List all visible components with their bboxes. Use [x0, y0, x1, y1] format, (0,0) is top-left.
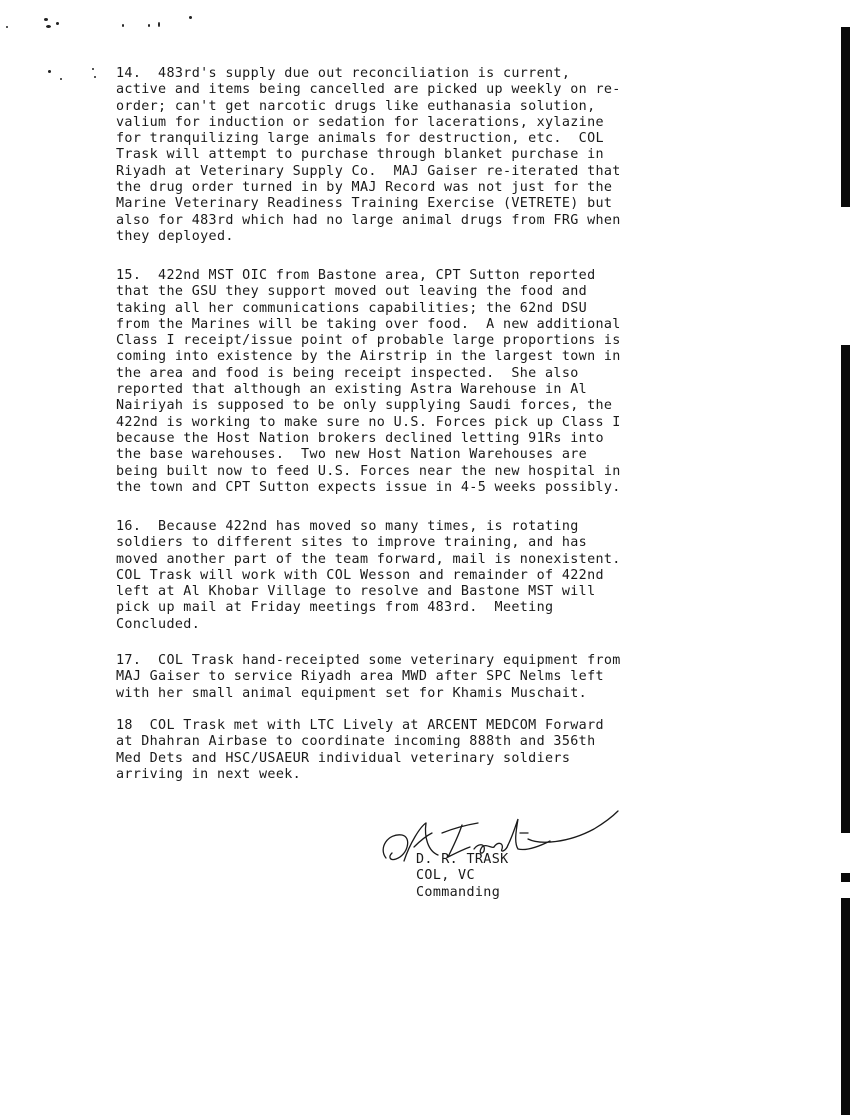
signature-block [416, 852, 509, 901]
scan-speck [92, 68, 94, 70]
scan-edge-bar [841, 345, 850, 833]
scan-speck [122, 24, 124, 27]
paragraph-18: 18 COL Trask met with LTC Lively at ARCENT MEDCOM Forward at Dhahran Airbase to coordinate incoming 888th and 356th Med Dets and HSC/USAEUR individual veterinary soldiers arriving in next week. [116, 718, 604, 782]
paragraph-16: 16. Because 422nd has moved so many times, is rotating soldiers to different sites to improve training, and has moved another part of the team forward, mail is nonexistent. COL Trask will work with COL Wesson and remainder of 422nd left at Al Khobar Village to resolve and Bastone MST will pick up mail at Friday meetings from 483rd. Meeting Concluded. [116, 519, 621, 632]
scan-speck [44, 18, 48, 21]
scan-speck [56, 22, 59, 25]
paragraph-14: 14. 483rd's supply due out reconciliation is current, active and items being cancelled are picked up weekly on re- order; can't get narcotic drugs like euthanasia solution, valium for induction or sedation for lacerations, xylazine for tranquilizing large animals for destruction, etc. COL Trask will attempt to purchase through blanket purchase in Riyadh at Veterinary Supply Co. MAJ Gaiser re-iterated that the drug order turned in by MAJ Record was not just for the Marine Veterinary Readiness Training Exercise (VETRETE) but also for 483rd which had no large animal drugs from FRG when they deployed. [116, 66, 621, 244]
paragraph-17: 17. COL Trask hand-receipted some veterinary equipment from MAJ Gaiser to service Riyadh area MWD after SPC Nelms left with her small animal equipment set for Khamis Muschait. [116, 653, 621, 701]
paragraph-15: 15. 422nd MST OIC from Bastone area, CPT Sutton reported that the GSU they support moved out leaving the food and taking all her communications capabilities; the 62nd DSU from the Marines will be taking over food. A new additional Class I receipt/issue point of probable large proportions is coming into existence by the Airstrip in the largest town in the area and food is being receipt inspected. She also reported that although an existing Astra Warehouse in Al Nairiyah is supposed to be only supplying Saudi forces, the 422nd is working to make sure no U.S. Forces pick up Class I because the Host Nation brokers declined letting 91Rs into the base warehouses. Two new Host Nation Warehouses are being built now to feed U.S. Forces near the new hospital in the town and CPT Sutton expects issue in 4-5 weeks possibly. [116, 268, 621, 495]
scan-edge-bar [841, 27, 850, 207]
scan-speck [6, 26, 8, 28]
scan-speck [48, 70, 51, 73]
scan-speck [189, 16, 192, 19]
scan-speck [60, 78, 62, 80]
scan-speck [158, 22, 160, 27]
scan-speck [46, 25, 51, 28]
scan-speck [94, 76, 96, 78]
signer-title: Commanding [416, 884, 501, 900]
scan-edge-bar [841, 873, 850, 882]
scan-speck [148, 24, 150, 27]
scan-edge-bar [841, 898, 850, 1115]
signer-rank: COL, VC [416, 868, 475, 884]
signer-name: D. R. TRASK [416, 852, 509, 867]
